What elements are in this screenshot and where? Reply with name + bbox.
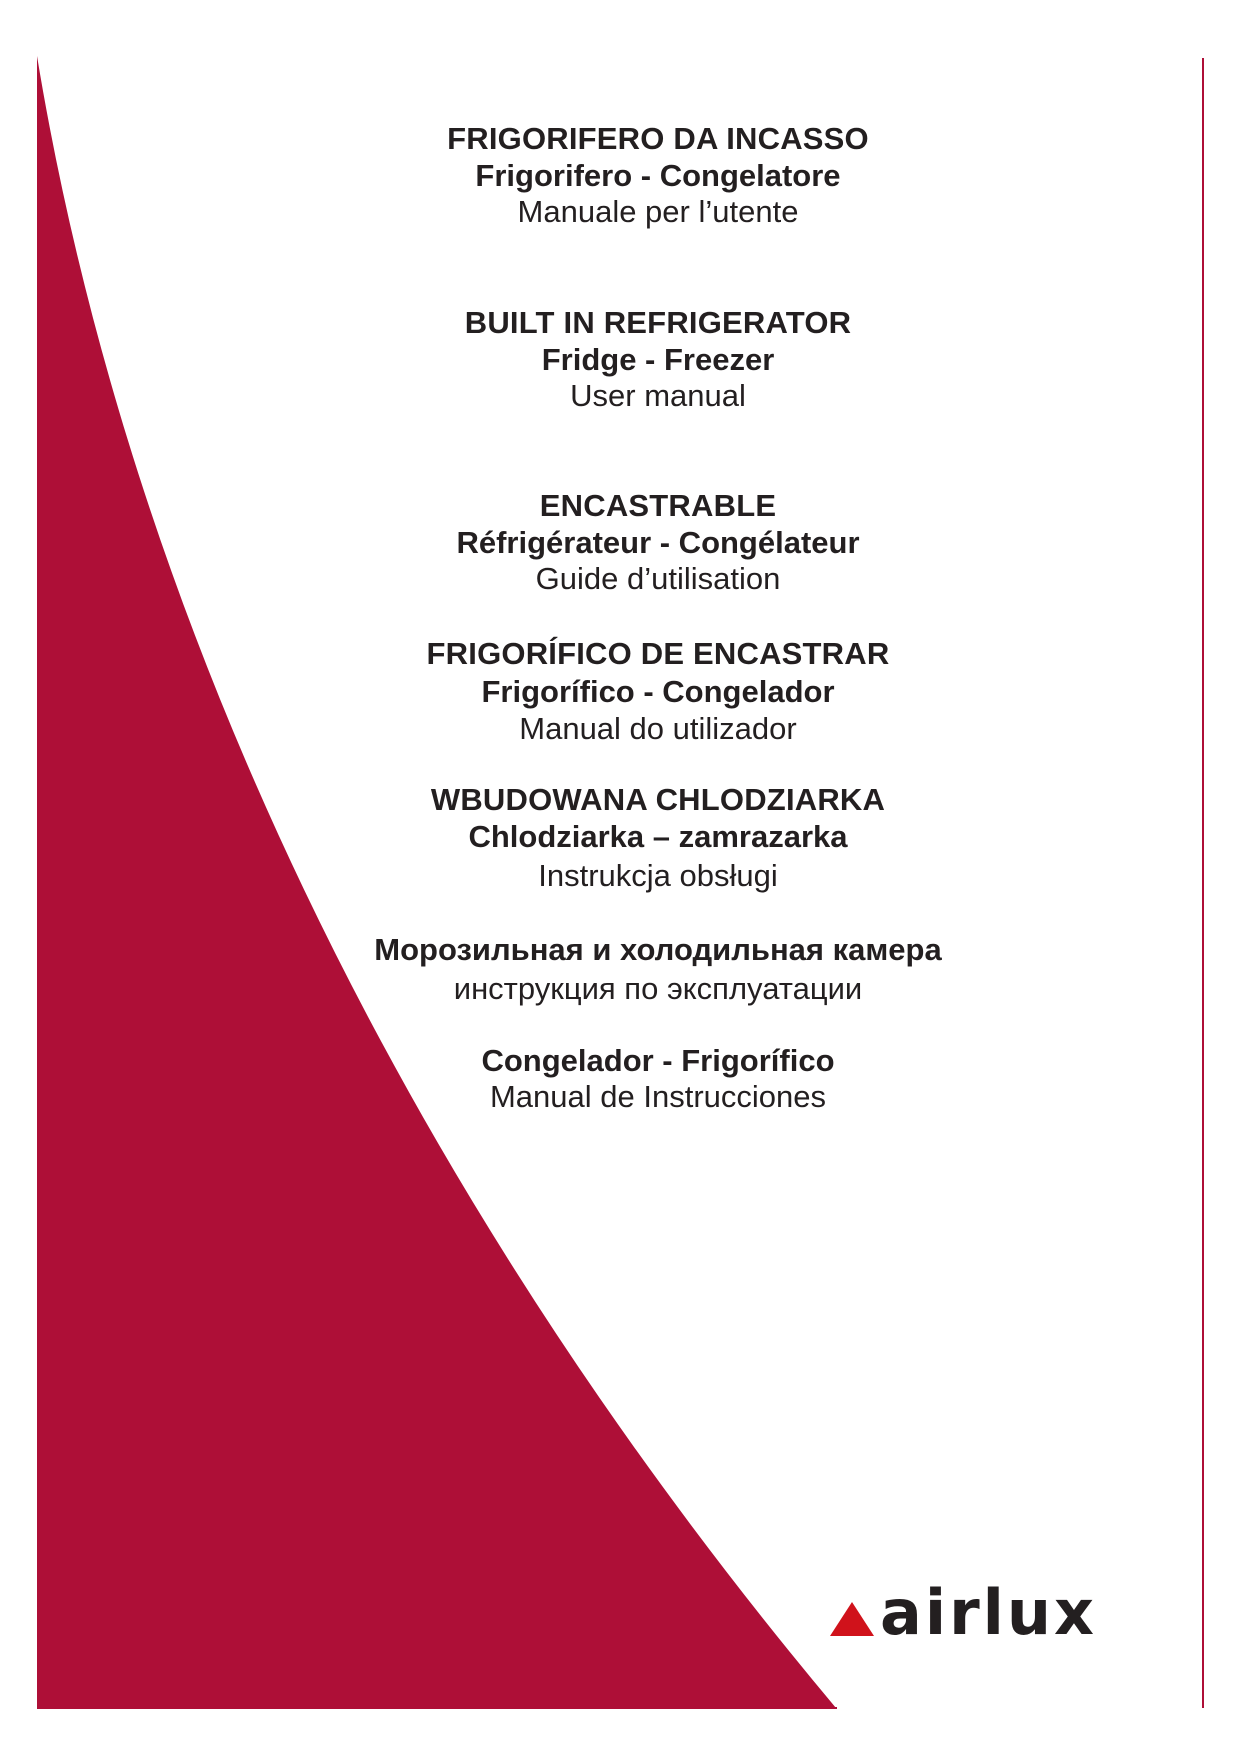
section-guide: инструкция по эксплуатации	[453, 971, 863, 1006]
section-heading: WBUDOWANA CHLODZIARKA	[430, 782, 886, 817]
section-product: Chlodziarka – zamrazarka	[468, 819, 848, 854]
section-guide: Manual do utilizador	[519, 711, 797, 746]
section-product: Réfrigérateur - Congélateur	[456, 525, 860, 560]
section-heading: FRIGORIFERO DA INCASSO	[447, 121, 869, 156]
section-product: Frigorifero - Congelatore	[475, 158, 841, 193]
section-french	[0, 488, 1241, 597]
section-guide: Manuale per l’utente	[517, 194, 799, 229]
red-triangle-icon	[830, 1602, 874, 1636]
section-guide: Instrukcja obsługi	[538, 858, 778, 893]
section-product: Fridge - Freezer	[541, 342, 775, 377]
section-heading: ENCASTRABLE	[539, 488, 777, 523]
section-english	[0, 305, 1241, 414]
section-polish	[0, 782, 1241, 896]
section-heading: BUILT IN REFRIGERATOR	[464, 305, 852, 340]
section-italian	[0, 121, 1241, 230]
section-guide: Guide d’utilisation	[535, 561, 781, 596]
section-heading: FRIGORÍFICO DE ENCASTRAR	[426, 636, 890, 671]
logo-wordmark: airlux	[880, 1576, 1098, 1649]
section-portuguese	[0, 634, 1241, 747]
section-russian	[0, 931, 1241, 1008]
section-guide: Manual de Instrucciones	[489, 1079, 827, 1114]
section-product: Congelador - Frigorífico	[481, 1043, 835, 1078]
section-product: Frigorífico - Congelador	[481, 674, 835, 709]
section-product: Морозильная и холодильная камера	[374, 932, 942, 967]
section-guide: User manual	[570, 378, 746, 413]
section-spanish	[0, 1042, 1241, 1115]
page-bottom-edge	[37, 1707, 837, 1709]
